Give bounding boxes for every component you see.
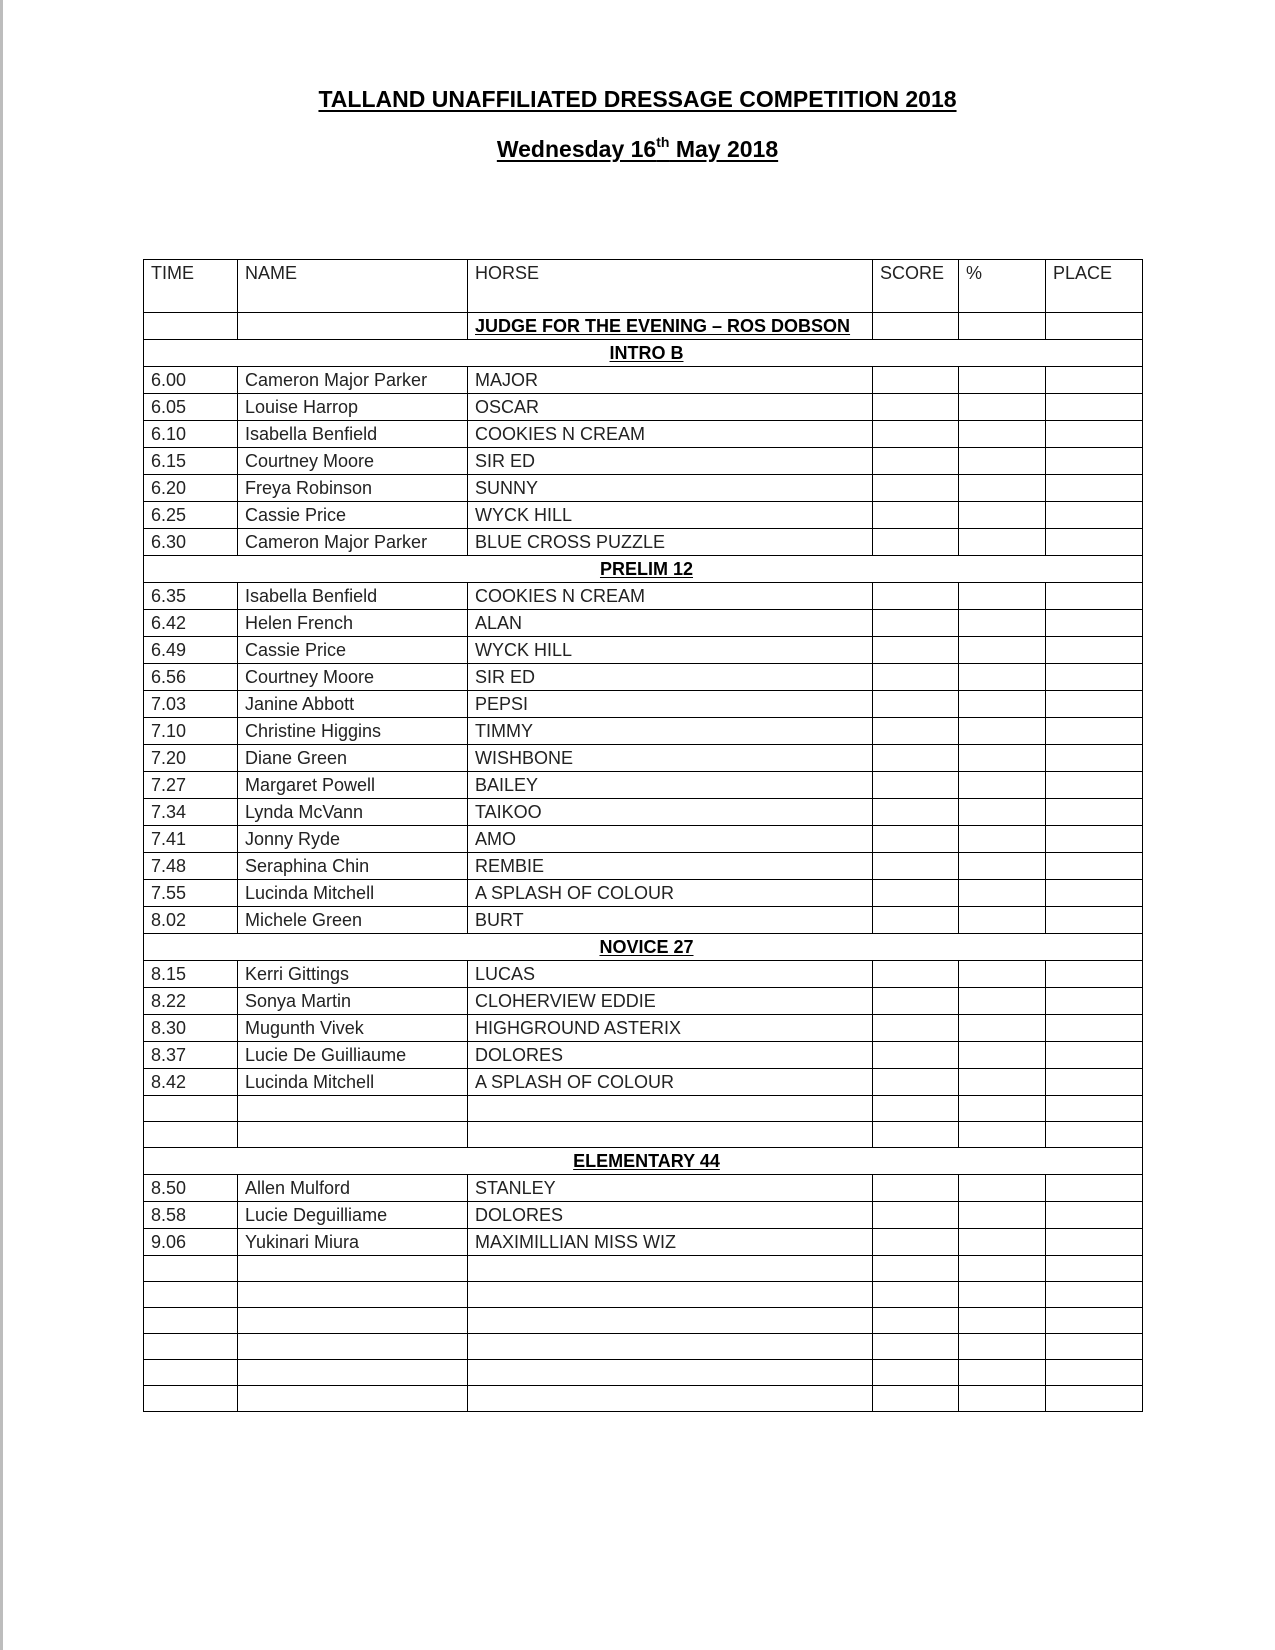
entry-time: 6.35: [144, 583, 238, 610]
entry-horse: DOLORES: [468, 1202, 873, 1229]
entry-percent: [959, 367, 1046, 394]
entry-row: [144, 502, 1143, 529]
entry-percent: [959, 475, 1046, 502]
entry-place: [1046, 772, 1143, 799]
entry-place: [1046, 907, 1143, 934]
entry-place: [1046, 1042, 1143, 1069]
entry-percent: [959, 583, 1046, 610]
entry-rider-name: Mugunth Vivek: [238, 1015, 468, 1042]
entry-place: [1046, 1360, 1143, 1386]
section-title: ELEMENTARY 44: [144, 1148, 1143, 1175]
entry-place: [1046, 448, 1143, 475]
entry-rider-name: Allen Mulford: [238, 1175, 468, 1202]
cell-place: [1046, 313, 1143, 340]
entry-score: [873, 475, 959, 502]
entry-row: [144, 826, 1143, 853]
entry-row: [144, 610, 1143, 637]
entry-row: [144, 583, 1143, 610]
entry-percent: [959, 637, 1046, 664]
entry-time: [144, 1386, 238, 1412]
entry-rider-name: Yukinari Miura: [238, 1229, 468, 1256]
entry-score: [873, 1202, 959, 1229]
entry-percent: [959, 664, 1046, 691]
entry-rider-name: [238, 1096, 468, 1122]
entry-place: [1046, 1069, 1143, 1096]
entry-row: [144, 637, 1143, 664]
entry-percent: [959, 1069, 1046, 1096]
entry-percent: [959, 745, 1046, 772]
entry-time: 8.30: [144, 1015, 238, 1042]
entry-rider-name: Christine Higgins: [238, 718, 468, 745]
entry-rider-name: Courtney Moore: [238, 448, 468, 475]
entry-row: [144, 1175, 1143, 1202]
entry-time: [144, 1096, 238, 1122]
entry-row: [144, 745, 1143, 772]
entry-row: [144, 1015, 1143, 1042]
entry-time: 6.56: [144, 664, 238, 691]
entry-score: [873, 394, 959, 421]
entry-row: [144, 1334, 1143, 1360]
entry-time: 7.55: [144, 880, 238, 907]
entry-rider-name: Sonya Martin: [238, 988, 468, 1015]
date-ordinal: th: [656, 134, 670, 150]
entry-percent: [959, 1229, 1046, 1256]
entry-horse: LUCAS: [468, 961, 873, 988]
entry-place: [1046, 421, 1143, 448]
entry-place: [1046, 1122, 1143, 1148]
entry-rider-name: Lucie De Guilliaume: [238, 1042, 468, 1069]
entry-place: [1046, 367, 1143, 394]
entry-time: 6.30: [144, 529, 238, 556]
entry-row: [144, 1386, 1143, 1412]
entry-horse: BLUE CROSS PUZZLE: [468, 529, 873, 556]
cell-score: [873, 313, 959, 340]
entry-horse: TAIKOO: [468, 799, 873, 826]
entry-place: [1046, 583, 1143, 610]
entry-row: [144, 799, 1143, 826]
entry-place: [1046, 1175, 1143, 1202]
entry-time: [144, 1282, 238, 1308]
entry-place: [1046, 1015, 1143, 1042]
entry-percent: [959, 880, 1046, 907]
entry-percent: [959, 1042, 1046, 1069]
header-place: PLACE: [1046, 260, 1143, 313]
entry-time: [144, 1360, 238, 1386]
entry-score: [873, 1360, 959, 1386]
header-time: TIME: [144, 260, 238, 313]
entry-place: [1046, 799, 1143, 826]
entry-time: 7.03: [144, 691, 238, 718]
entry-score: [873, 1015, 959, 1042]
entry-percent: [959, 610, 1046, 637]
judge-row: [144, 313, 1143, 340]
entry-horse: COOKIES N CREAM: [468, 421, 873, 448]
entry-row: [144, 664, 1143, 691]
entry-place: [1046, 718, 1143, 745]
entry-horse: SIR ED: [468, 664, 873, 691]
entry-percent: [959, 1122, 1046, 1148]
entry-row: [144, 394, 1143, 421]
entry-time: 6.10: [144, 421, 238, 448]
entry-horse: AMO: [468, 826, 873, 853]
entry-score: [873, 1386, 959, 1412]
entry-horse: PEPSI: [468, 691, 873, 718]
entry-percent: [959, 1360, 1046, 1386]
entry-horse: CLOHERVIEW EDDIE: [468, 988, 873, 1015]
entry-horse: [468, 1256, 873, 1282]
entry-time: [144, 1308, 238, 1334]
entry-rider-name: Janine Abbott: [238, 691, 468, 718]
entry-time: 7.27: [144, 772, 238, 799]
entry-place: [1046, 1282, 1143, 1308]
entry-percent: [959, 1175, 1046, 1202]
entry-row: [144, 448, 1143, 475]
entry-horse: TIMMY: [468, 718, 873, 745]
entry-row: [144, 1360, 1143, 1386]
header-name: NAME: [238, 260, 468, 313]
entry-score: [873, 1282, 959, 1308]
entry-score: [873, 1229, 959, 1256]
section-row: [144, 1148, 1143, 1175]
entry-horse: [468, 1360, 873, 1386]
entry-horse: [468, 1334, 873, 1360]
entry-score: [873, 1175, 959, 1202]
entry-row: [144, 1229, 1143, 1256]
entry-place: [1046, 853, 1143, 880]
entry-score: [873, 745, 959, 772]
entry-rider-name: Jonny Ryde: [238, 826, 468, 853]
schedule-table: [143, 259, 1143, 1412]
entry-rider-name: Isabella Benfield: [238, 421, 468, 448]
entry-place: [1046, 1308, 1143, 1334]
entry-place: [1046, 1334, 1143, 1360]
entry-time: 8.42: [144, 1069, 238, 1096]
entry-row: [144, 988, 1143, 1015]
schedule-body: [144, 260, 1143, 1412]
entry-percent: [959, 1015, 1046, 1042]
entry-time: 8.58: [144, 1202, 238, 1229]
entry-row: [144, 853, 1143, 880]
entry-place: [1046, 988, 1143, 1015]
entry-place: [1046, 880, 1143, 907]
entry-rider-name: Seraphina Chin: [238, 853, 468, 880]
entry-time: 6.00: [144, 367, 238, 394]
entry-percent: [959, 853, 1046, 880]
entry-score: [873, 664, 959, 691]
entry-time: 6.25: [144, 502, 238, 529]
entry-horse: ALAN: [468, 610, 873, 637]
entry-percent: [959, 394, 1046, 421]
entry-time: 8.50: [144, 1175, 238, 1202]
entry-time: 7.20: [144, 745, 238, 772]
entry-rider-name: Diane Green: [238, 745, 468, 772]
entry-row: [144, 1256, 1143, 1282]
entry-percent: [959, 529, 1046, 556]
entry-horse: STANLEY: [468, 1175, 873, 1202]
entry-horse: A SPLASH OF COLOUR: [468, 1069, 873, 1096]
entry-percent: [959, 421, 1046, 448]
entry-time: 8.02: [144, 907, 238, 934]
entry-row: [144, 691, 1143, 718]
entry-horse: BURT: [468, 907, 873, 934]
entry-rider-name: Cameron Major Parker: [238, 367, 468, 394]
date-prefix: Wednesday 16: [496, 136, 657, 162]
entry-score: [873, 988, 959, 1015]
entry-time: [144, 1122, 238, 1148]
entry-rider-name: Lucinda Mitchell: [238, 880, 468, 907]
entry-horse: HIGHGROUND ASTERIX: [468, 1015, 873, 1042]
entry-time: 6.49: [144, 637, 238, 664]
judge-label: JUDGE FOR THE EVENING – ROS DOBSON: [468, 313, 873, 340]
entry-time: 8.37: [144, 1042, 238, 1069]
entry-row: [144, 1282, 1143, 1308]
entry-score: [873, 772, 959, 799]
entry-place: [1046, 1386, 1143, 1412]
header-percent: %: [959, 260, 1046, 313]
entry-score: [873, 610, 959, 637]
entry-horse: COOKIES N CREAM: [468, 583, 873, 610]
entry-rider-name: Helen French: [238, 610, 468, 637]
entry-score: [873, 502, 959, 529]
cell-name: [238, 313, 468, 340]
entry-time: [144, 1256, 238, 1282]
entry-place: [1046, 691, 1143, 718]
entry-horse: DOLORES: [468, 1042, 873, 1069]
entry-time: 6.15: [144, 448, 238, 475]
entry-score: [873, 961, 959, 988]
entry-percent: [959, 1308, 1046, 1334]
entry-time: 7.10: [144, 718, 238, 745]
section-row: [144, 340, 1143, 367]
entry-percent: [959, 691, 1046, 718]
entry-score: [873, 853, 959, 880]
entry-percent: [959, 907, 1046, 934]
entry-row: [144, 772, 1143, 799]
entry-percent: [959, 1386, 1046, 1412]
entry-time: 8.22: [144, 988, 238, 1015]
date-suffix: May 2018: [669, 136, 779, 162]
entry-time: 8.15: [144, 961, 238, 988]
entry-rider-name: Isabella Benfield: [238, 583, 468, 610]
entry-row: [144, 880, 1143, 907]
entry-place: [1046, 475, 1143, 502]
entry-percent: [959, 1256, 1046, 1282]
entry-row: [144, 367, 1143, 394]
entry-place: [1046, 1256, 1143, 1282]
entry-place: [1046, 529, 1143, 556]
entry-rider-name: Cameron Major Parker: [238, 529, 468, 556]
entry-horse: [468, 1386, 873, 1412]
entry-place: [1046, 664, 1143, 691]
entry-row: [144, 1122, 1143, 1148]
entry-rider-name: Cassie Price: [238, 637, 468, 664]
entry-horse: A SPLASH OF COLOUR: [468, 880, 873, 907]
entry-rider-name: [238, 1256, 468, 1282]
entry-percent: [959, 448, 1046, 475]
entry-percent: [959, 718, 1046, 745]
entry-horse: WYCK HILL: [468, 637, 873, 664]
entry-time: 9.06: [144, 1229, 238, 1256]
entry-score: [873, 718, 959, 745]
entry-percent: [959, 502, 1046, 529]
entry-horse: [468, 1122, 873, 1148]
entry-score: [873, 1122, 959, 1148]
header-score: SCORE: [873, 260, 959, 313]
entry-place: [1046, 637, 1143, 664]
document-title: TALLAND UNAFFILIATED DRESSAGE COMPETITION 2018: [318, 86, 957, 112]
entry-time: 7.48: [144, 853, 238, 880]
entry-rider-name: Freya Robinson: [238, 475, 468, 502]
entry-rider-name: Lynda McVann: [238, 799, 468, 826]
entry-score: [873, 529, 959, 556]
entry-rider-name: [238, 1282, 468, 1308]
entry-score: [873, 1334, 959, 1360]
entry-row: [144, 718, 1143, 745]
entry-rider-name: Lucie Deguilliame: [238, 1202, 468, 1229]
entry-score: [873, 691, 959, 718]
section-title: INTRO B: [144, 340, 1143, 367]
entry-row: [144, 529, 1143, 556]
entry-score: [873, 799, 959, 826]
entry-rider-name: Margaret Powell: [238, 772, 468, 799]
section-row: [144, 934, 1143, 961]
entry-rider-name: Michele Green: [238, 907, 468, 934]
entry-rider-name: [238, 1360, 468, 1386]
entry-horse: WISHBONE: [468, 745, 873, 772]
entry-rider-name: [238, 1334, 468, 1360]
entry-percent: [959, 772, 1046, 799]
entry-score: [873, 1096, 959, 1122]
entry-percent: [959, 961, 1046, 988]
entry-place: [1046, 961, 1143, 988]
entry-row: [144, 1069, 1143, 1096]
entry-horse: MAXIMILLIAN MISS WIZ: [468, 1229, 873, 1256]
header-horse: HORSE: [468, 260, 873, 313]
entry-percent: [959, 988, 1046, 1015]
entry-percent: [959, 1282, 1046, 1308]
entry-rider-name: Kerri Gittings: [238, 961, 468, 988]
entry-score: [873, 583, 959, 610]
section-row: [144, 556, 1143, 583]
entry-time: 6.05: [144, 394, 238, 421]
entry-row: [144, 907, 1143, 934]
entry-row: [144, 1096, 1143, 1122]
entry-percent: [959, 1096, 1046, 1122]
cell-percent: [959, 313, 1046, 340]
entry-place: [1046, 394, 1143, 421]
entry-score: [873, 1069, 959, 1096]
entry-horse: SUNNY: [468, 475, 873, 502]
section-title: PRELIM 12: [144, 556, 1143, 583]
entry-percent: [959, 826, 1046, 853]
entry-time: 6.42: [144, 610, 238, 637]
entry-row: [144, 1308, 1143, 1334]
entry-horse: OSCAR: [468, 394, 873, 421]
entry-percent: [959, 799, 1046, 826]
entry-score: [873, 421, 959, 448]
entry-rider-name: [238, 1386, 468, 1412]
entry-rider-name: Courtney Moore: [238, 664, 468, 691]
entry-row: [144, 1202, 1143, 1229]
entry-score: [873, 367, 959, 394]
entry-score: [873, 907, 959, 934]
entry-place: [1046, 1202, 1143, 1229]
document-date: [0, 134, 1275, 163]
entry-score: [873, 880, 959, 907]
entry-score: [873, 1256, 959, 1282]
entry-rider-name: [238, 1122, 468, 1148]
entry-horse: [468, 1096, 873, 1122]
entry-row: [144, 961, 1143, 988]
entry-score: [873, 637, 959, 664]
entry-rider-name: Lucinda Mitchell: [238, 1069, 468, 1096]
entry-row: [144, 421, 1143, 448]
entry-place: [1046, 610, 1143, 637]
entry-horse: MAJOR: [468, 367, 873, 394]
entry-place: [1046, 745, 1143, 772]
entry-horse: [468, 1282, 873, 1308]
entry-rider-name: [238, 1308, 468, 1334]
entry-score: [873, 826, 959, 853]
entry-score: [873, 448, 959, 475]
entry-place: [1046, 1096, 1143, 1122]
cell-time: [144, 313, 238, 340]
header-row: [144, 260, 1143, 313]
entry-time: 6.20: [144, 475, 238, 502]
entry-rider-name: Louise Harrop: [238, 394, 468, 421]
section-title: NOVICE 27: [144, 934, 1143, 961]
entry-horse: BAILEY: [468, 772, 873, 799]
entry-rider-name: Cassie Price: [238, 502, 468, 529]
entry-score: [873, 1042, 959, 1069]
entry-place: [1046, 826, 1143, 853]
entry-row: [144, 1042, 1143, 1069]
entry-time: [144, 1334, 238, 1360]
entry-horse: [468, 1308, 873, 1334]
entry-horse: SIR ED: [468, 448, 873, 475]
entry-row: [144, 475, 1143, 502]
page-edge: [0, 0, 3, 1650]
entry-percent: [959, 1202, 1046, 1229]
entry-score: [873, 1308, 959, 1334]
entry-place: [1046, 502, 1143, 529]
entry-time: 7.41: [144, 826, 238, 853]
entry-horse: REMBIE: [468, 853, 873, 880]
entry-percent: [959, 1334, 1046, 1360]
entry-time: 7.34: [144, 799, 238, 826]
entry-horse: WYCK HILL: [468, 502, 873, 529]
entry-place: [1046, 1229, 1143, 1256]
